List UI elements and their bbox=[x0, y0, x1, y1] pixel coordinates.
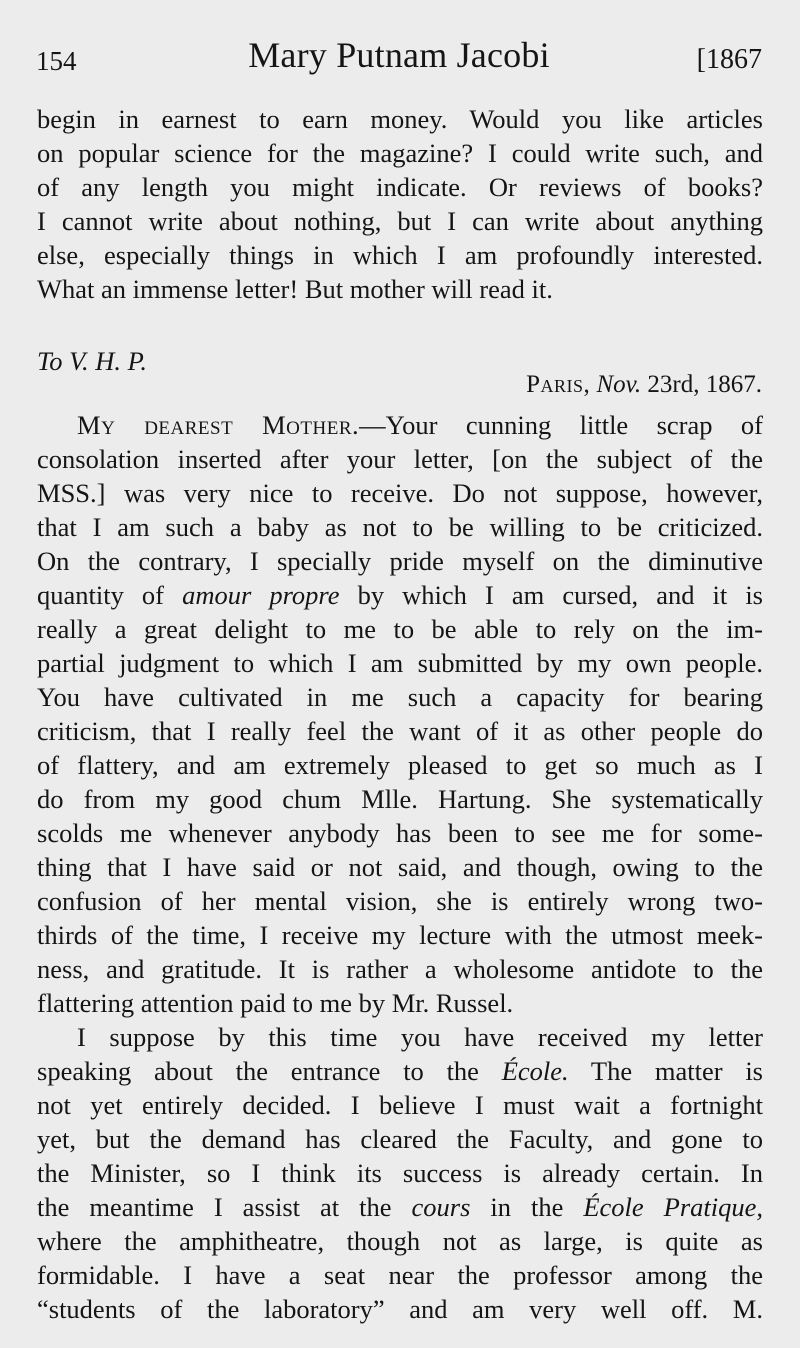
text-line: I cannot write about nothing, but I can write about anything bbox=[37, 206, 763, 236]
salutation-line bbox=[37, 408, 763, 442]
text-line: You have cultivated in me such a capacity for bearing bbox=[37, 682, 763, 712]
text-fragment: in the bbox=[470, 1192, 584, 1222]
running-title: Mary Putnam Jacobi bbox=[248, 35, 550, 75]
text-fragment: by which I am cursed, and it is bbox=[339, 580, 763, 610]
letter-salutation: My dearest Mother. bbox=[77, 410, 360, 440]
text-line: flattering attention paid to me by Mr. Russel. bbox=[37, 988, 514, 1018]
letter-dateline bbox=[526, 371, 762, 399]
text-line: thing that I have said or not said, and though, owing to the bbox=[37, 852, 763, 882]
text-line: not yet entirely decided. I believe I must wait a fortnight bbox=[37, 1090, 763, 1120]
dateline-month: Nov. bbox=[596, 371, 642, 398]
dateline-place: Paris, bbox=[526, 371, 591, 398]
text-line: What an immense letter! But mother will read it. bbox=[37, 274, 553, 304]
text-line: formidable. I have a seat near the professor among the bbox=[37, 1260, 763, 1290]
text-line: of flattery, and am extremely pleased to get so much as I bbox=[37, 750, 763, 780]
text-line bbox=[37, 578, 763, 612]
text-line: else, especially things in which I am profoundly interested. bbox=[37, 240, 763, 270]
salutation-continuation: —Your cunning little scrap of bbox=[359, 410, 763, 440]
text-line: yet, but the demand has cleared the Faculty, and gone to bbox=[37, 1124, 763, 1154]
page-number: 154 bbox=[36, 46, 77, 76]
text-line: MSS.] was very nice to receive. Do not suppose, however, bbox=[37, 478, 763, 508]
text-fragment: the meantime I assist at the bbox=[37, 1192, 412, 1222]
text-line: on popular science for the magazine? I could write such, and bbox=[37, 138, 763, 168]
text-line: “students of the laboratory” and am very well off. M. bbox=[37, 1294, 763, 1324]
italic-phrase: École. bbox=[501, 1056, 569, 1086]
text-fragment: The matter is bbox=[568, 1056, 763, 1086]
italic-phrase: École Pratique, bbox=[583, 1192, 763, 1222]
text-line: partial judgment to which I am submitted by my own people. bbox=[37, 648, 763, 678]
running-year: [1867 bbox=[696, 44, 762, 75]
letter-recipient: To V. H. P. bbox=[37, 346, 147, 376]
paragraph-continuation bbox=[37, 102, 763, 306]
text-line bbox=[37, 1190, 763, 1224]
text-line: criticism, that I really feel the want of it as other people do bbox=[37, 716, 763, 746]
italic-phrase: amour propre bbox=[182, 580, 340, 610]
dateline-day-year: 23rd, 1867. bbox=[647, 371, 762, 398]
text-line: where the amphitheatre, though not as large, is quite as bbox=[37, 1226, 763, 1256]
text-line: the Minister, so I think its success is already certain. In bbox=[37, 1158, 763, 1188]
text-line bbox=[37, 1054, 763, 1088]
running-head bbox=[36, 28, 762, 78]
text-line: begin in earnest to earn money. Would you like articles bbox=[37, 104, 763, 134]
text-line: I suppose by this time you have received my letter bbox=[77, 1022, 763, 1052]
italic-phrase: cours bbox=[411, 1192, 471, 1222]
text-line: thirds of the time, I receive my lecture with the utmost meek- bbox=[37, 920, 763, 950]
text-line: confusion of her mental vision, she is entirely wrong two- bbox=[37, 886, 763, 916]
text-line: On the contrary, I specially pride myself on the diminutive bbox=[37, 546, 763, 576]
text-line: really a great delight to me to be able to rely on the im- bbox=[37, 614, 763, 644]
text-line: do from my good chum Mlle. Hartung. She systematically bbox=[37, 784, 763, 814]
text-line: consolation inserted after your letter, [on the subject of the bbox=[37, 444, 763, 474]
text-fragment: speaking about the entrance to the bbox=[37, 1056, 502, 1086]
letter-body bbox=[37, 408, 763, 1326]
text-fragment: quantity of bbox=[37, 580, 183, 610]
text-line: of any length you might indicate. Or reviews of books? bbox=[37, 172, 763, 202]
text-line: scolds me whenever anybody has been to see me for some- bbox=[37, 818, 763, 848]
text-line: that I am such a baby as not to be willing to be criticized. bbox=[37, 512, 763, 542]
text-line: ness, and gratitude. It is rather a wholesome antidote to the bbox=[37, 954, 763, 984]
